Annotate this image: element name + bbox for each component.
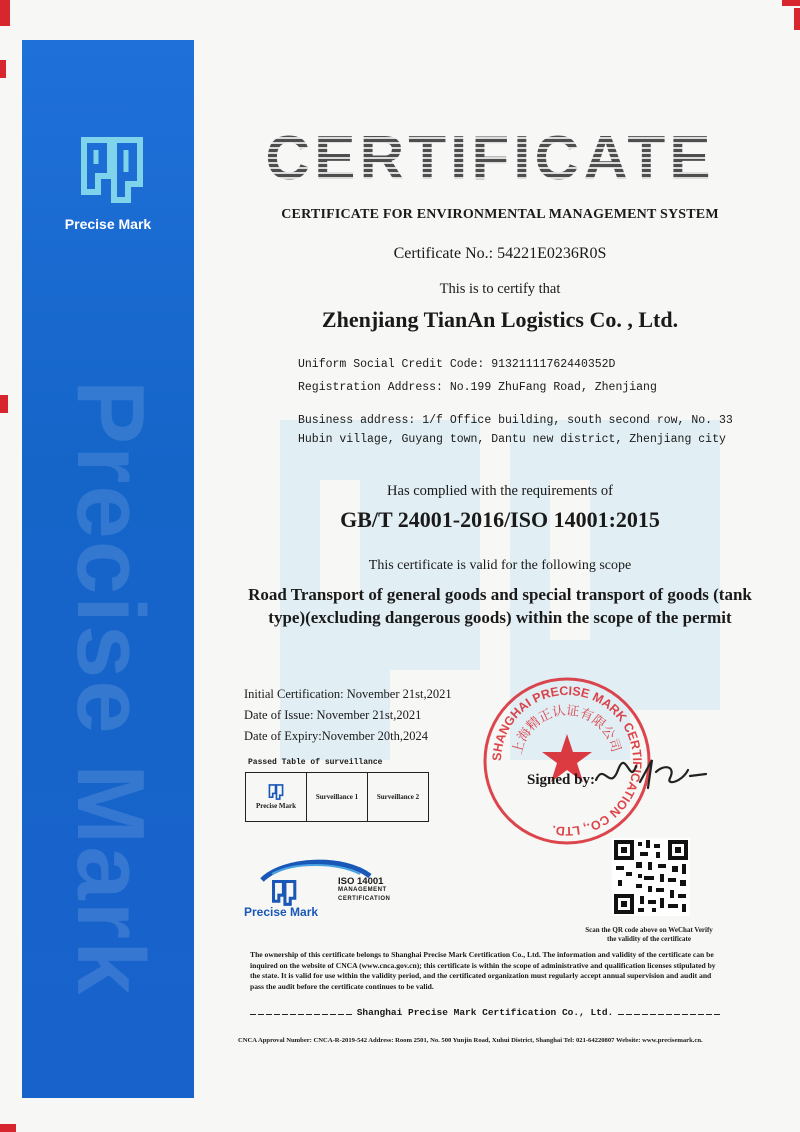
precise-mark-logo-icon (80, 136, 144, 204)
ownership-statement: The ownership of this certificate belongs to Shanghai Precise Mark Certification Co., Ltd. The information and validity of the certificate can be inquired on the website of CNCA (www.cnca.gov.cn); this certificate is within the scope of administrative and qualification licenses stipulated by the state. It is valid for use within the validity period, and the certificated organization must regularly accept annual supervision and audit and pass the audit before the certificate continues to be valid. (250, 950, 716, 991)
certificate-scope: Road Transport of general goods and special transport of goods (tank type)(excluding dangerous goods) within the scope of the permit (248, 585, 752, 627)
certificate-subtitle: CERTIFICATE FOR ENVIRONMENTAL MANAGEMENT SYSTEM (281, 207, 719, 222)
signature-image (590, 752, 710, 796)
corner-mark (0, 1124, 16, 1132)
seal-inner-text: 上海精正认证有限公司 (510, 703, 624, 757)
certificate-dates (244, 684, 452, 747)
surveillance-table (245, 772, 429, 822)
scope-intro: This certificate is valid for the following scope (368, 558, 632, 573)
certificate-number: Certificate No.: 54221E0236R0S (393, 245, 607, 262)
precise-mark-logo-icon (268, 784, 284, 800)
surveillance-title: Passed Table of surveillance (248, 758, 383, 767)
iso-line1: MANAGEMENT (338, 887, 387, 893)
certify-text: This is to certify that (439, 281, 561, 297)
footer-info: CNCA Approval Number: CNCA-R-2019-542 Address: Room 2501, No. 500 Yunjin Road, Xuhui District, Shanghai Tel: 021-64220807 Website: www.precisemark.cn. (238, 1037, 703, 1044)
standard-name: GB/T 24001-2016/ISO 14001:2015 (340, 507, 660, 532)
band-brand-name: Precise Mark (64, 216, 152, 232)
surveillance-1-cell: Surveillance 1 (307, 773, 368, 822)
complied-text: Has complied with the requirements of (387, 483, 613, 499)
registration-address: Registration Address: No.199 ZhuFang Road, Zhenjiang (298, 381, 657, 394)
brand-band (22, 40, 194, 1098)
qr-code-icon (612, 838, 690, 916)
certificate-heading: CERTIFICATE (255, 124, 725, 194)
issue-date: Date of Issue: November 21st,2021 (244, 708, 422, 722)
expiry-date: Date of Expiry:November 20th,2024 (244, 729, 428, 743)
accreditation-iso (338, 877, 390, 904)
surveillance-logo-label: Precise Mark (255, 802, 297, 810)
qr-caption: Scan the QR code above on WeChat Verify the validity of the certificate (585, 926, 713, 943)
issuer-name (250, 1007, 720, 1018)
surveillance-logo-cell (246, 773, 307, 822)
accreditation-brand: Precise Mark (244, 905, 319, 919)
corner-mark (0, 395, 8, 413)
surveillance-2-cell: Surveillance 2 (368, 773, 429, 822)
corner-mark (0, 60, 6, 78)
corner-mark (0, 0, 10, 26)
seal-ring-text: SHANGHAI PRECISE MARK CERTIFICATION CO., LTD. (489, 683, 645, 839)
corner-mark (782, 0, 800, 6)
issuer-text: Shanghai Precise Mark Certification Co., Ltd. (353, 1007, 618, 1018)
credit-code: Uniform Social Credit Code: 91321111762440352D (298, 358, 616, 371)
iso-line2: CERTIFICATION (338, 896, 391, 902)
company-name: Zhenjiang TianAn Logistics Co. , Ltd. (321, 307, 679, 332)
initial-certification-date: Initial Certification: November 21st,2021 (244, 687, 452, 701)
corner-mark (794, 8, 800, 30)
band-watermark: Precise Mark (57, 380, 164, 997)
iso-label: ISO 14001 (338, 876, 384, 887)
business-address: Business address: 1/f Office building, south second row, No. 33 Hubin village, Guyang town, Dantu new district, Zhenjiang city (298, 414, 733, 446)
signed-label: Signed by: (527, 772, 595, 788)
